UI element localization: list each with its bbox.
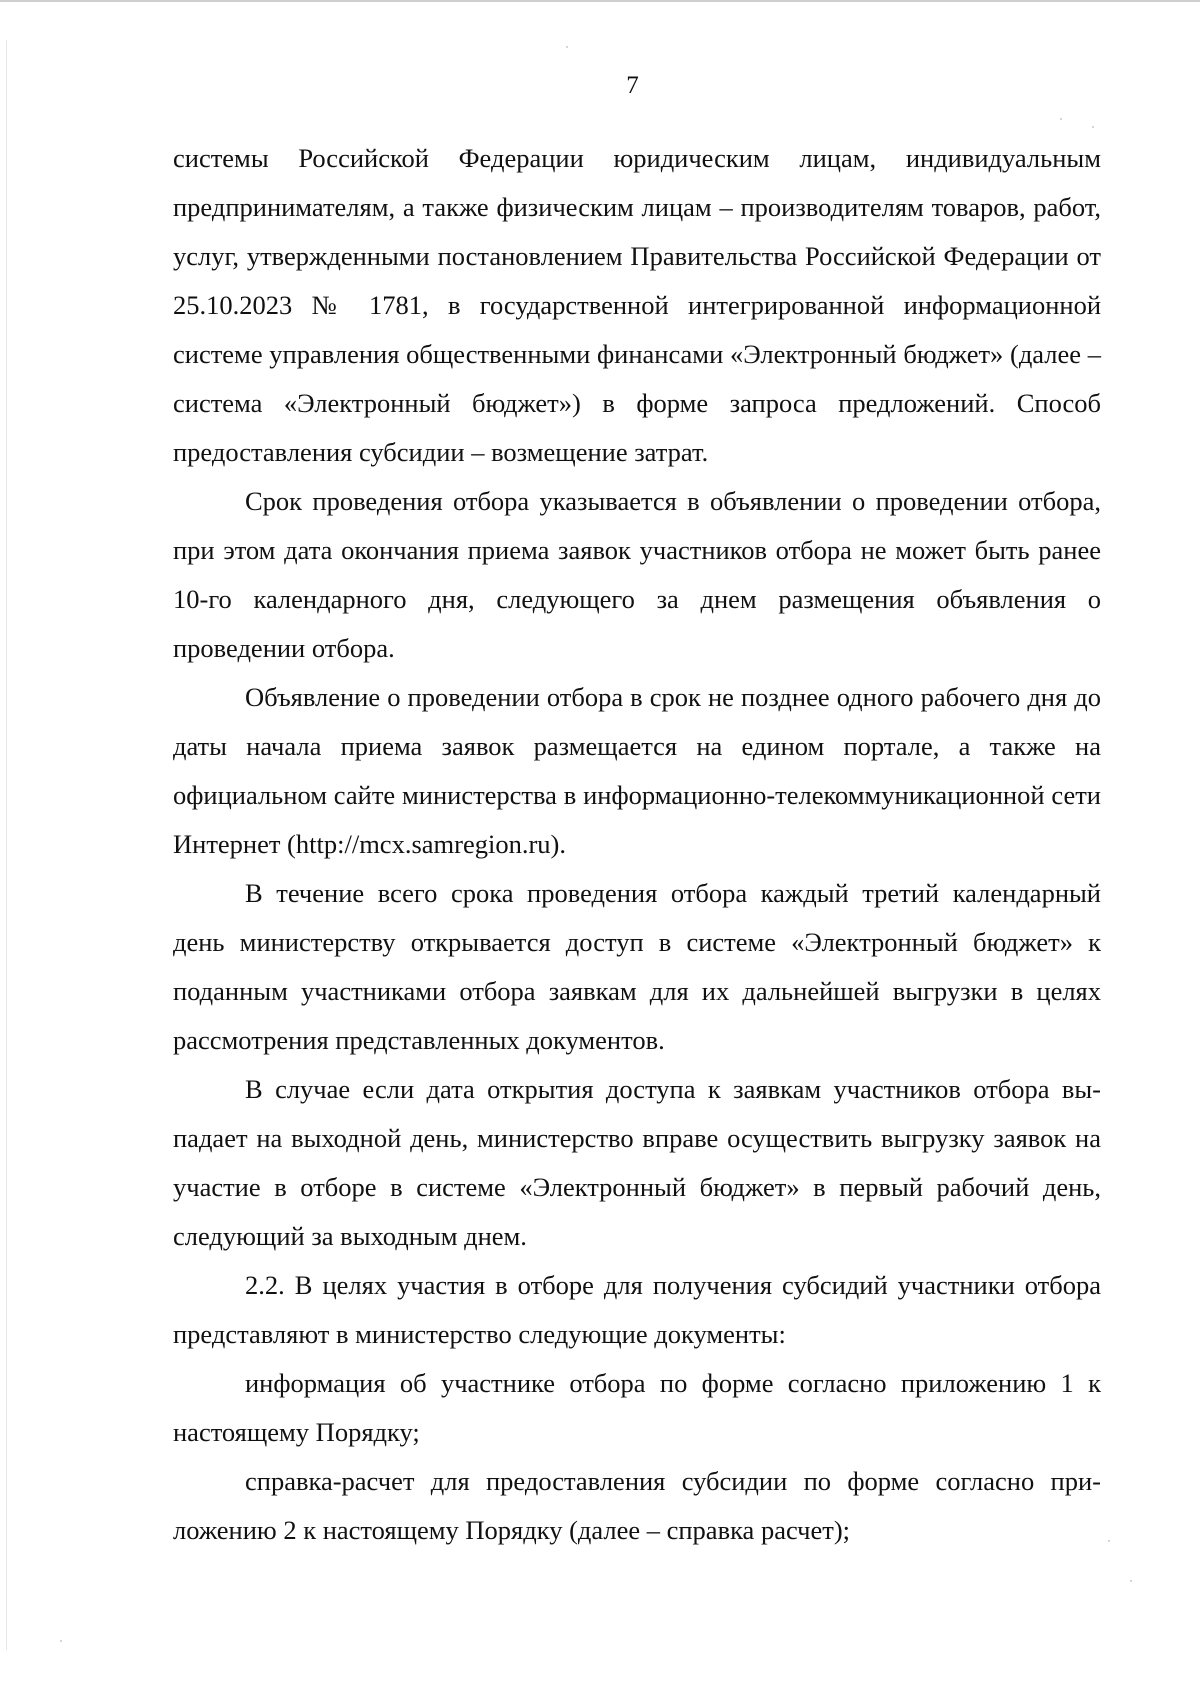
paragraph-1: системы Российской Федерации юридическим лицам, индивидуальным предпринимателям, а также физическим лицам – производителям товаров, работ, услуг, утвержденными постановлением Правительства Российской Федерации от 25.10.2023 № 1781, в государственной интегрированной информационной системе управления общественными финансами «Электронный бюджет» (далее – система «Электронный бюджет») в форме запроса предложений. Способ предоставления субсидии – возмещение затрат. (173, 143, 1101, 467)
paragraph-4: В течение всего срока проведения отбора каждый третий календарный день министерству открывается доступ в системе «Электронный бюджет» к поданным участниками отбора заявкам для их дальнейшей выгрузки в целях рассмотрения представленных документов. (173, 878, 1101, 1055)
paragraph-7: информация об участнике отбора по форме согласно приложению 1 к настоящему Порядку; (173, 1368, 1101, 1447)
scan-speck (566, 46, 568, 48)
document-body (173, 134, 1101, 1555)
scan-speck (1130, 1580, 1132, 1582)
scan-speck (1108, 1540, 1110, 1542)
paragraph-3: Объявление о проведении отбора в срок не позднее одного рабочего дня до даты начала приема заявок размещается на едином портале, а также на официальном сайте министерства в информационно-телекоммуникационной сети Интернет (http://mcx.samregion.ru). (173, 682, 1101, 859)
scan-speck (1092, 126, 1094, 128)
paragraph-5: В случае если дата открытия доступа к заявкам участников отбора выпадает на выходной день, министерство вправе осуществить выгрузку заявок на участие в отборе в системе «Электронный бюджет» в первый рабочий день, следующий за выходным днем. (173, 1074, 1101, 1251)
scan-edge (0, 0, 1200, 2)
paragraph-6: 2.2. В целях участия в отборе для получения субсидий участники отбора представляют в министерство следующие документы: (173, 1270, 1101, 1349)
paragraph-2: Срок проведения отбора указывается в объявлении о проведении отбора, при этом дата окончания приема заявок участников отбора не может быть ранее 10-го календарного дня, следующего за днем размещения объявления о проведении отбора. (173, 486, 1101, 663)
scan-edge (6, 40, 7, 1650)
page-number: 7 (626, 72, 639, 99)
scan-speck (60, 1640, 62, 1642)
paragraph-8: справка-расчет для предоставления субсидии по форме согласно приложению 2 к настоящему Порядку (далее – справка расчет); (173, 1466, 1101, 1545)
scan-speck (1060, 118, 1062, 120)
